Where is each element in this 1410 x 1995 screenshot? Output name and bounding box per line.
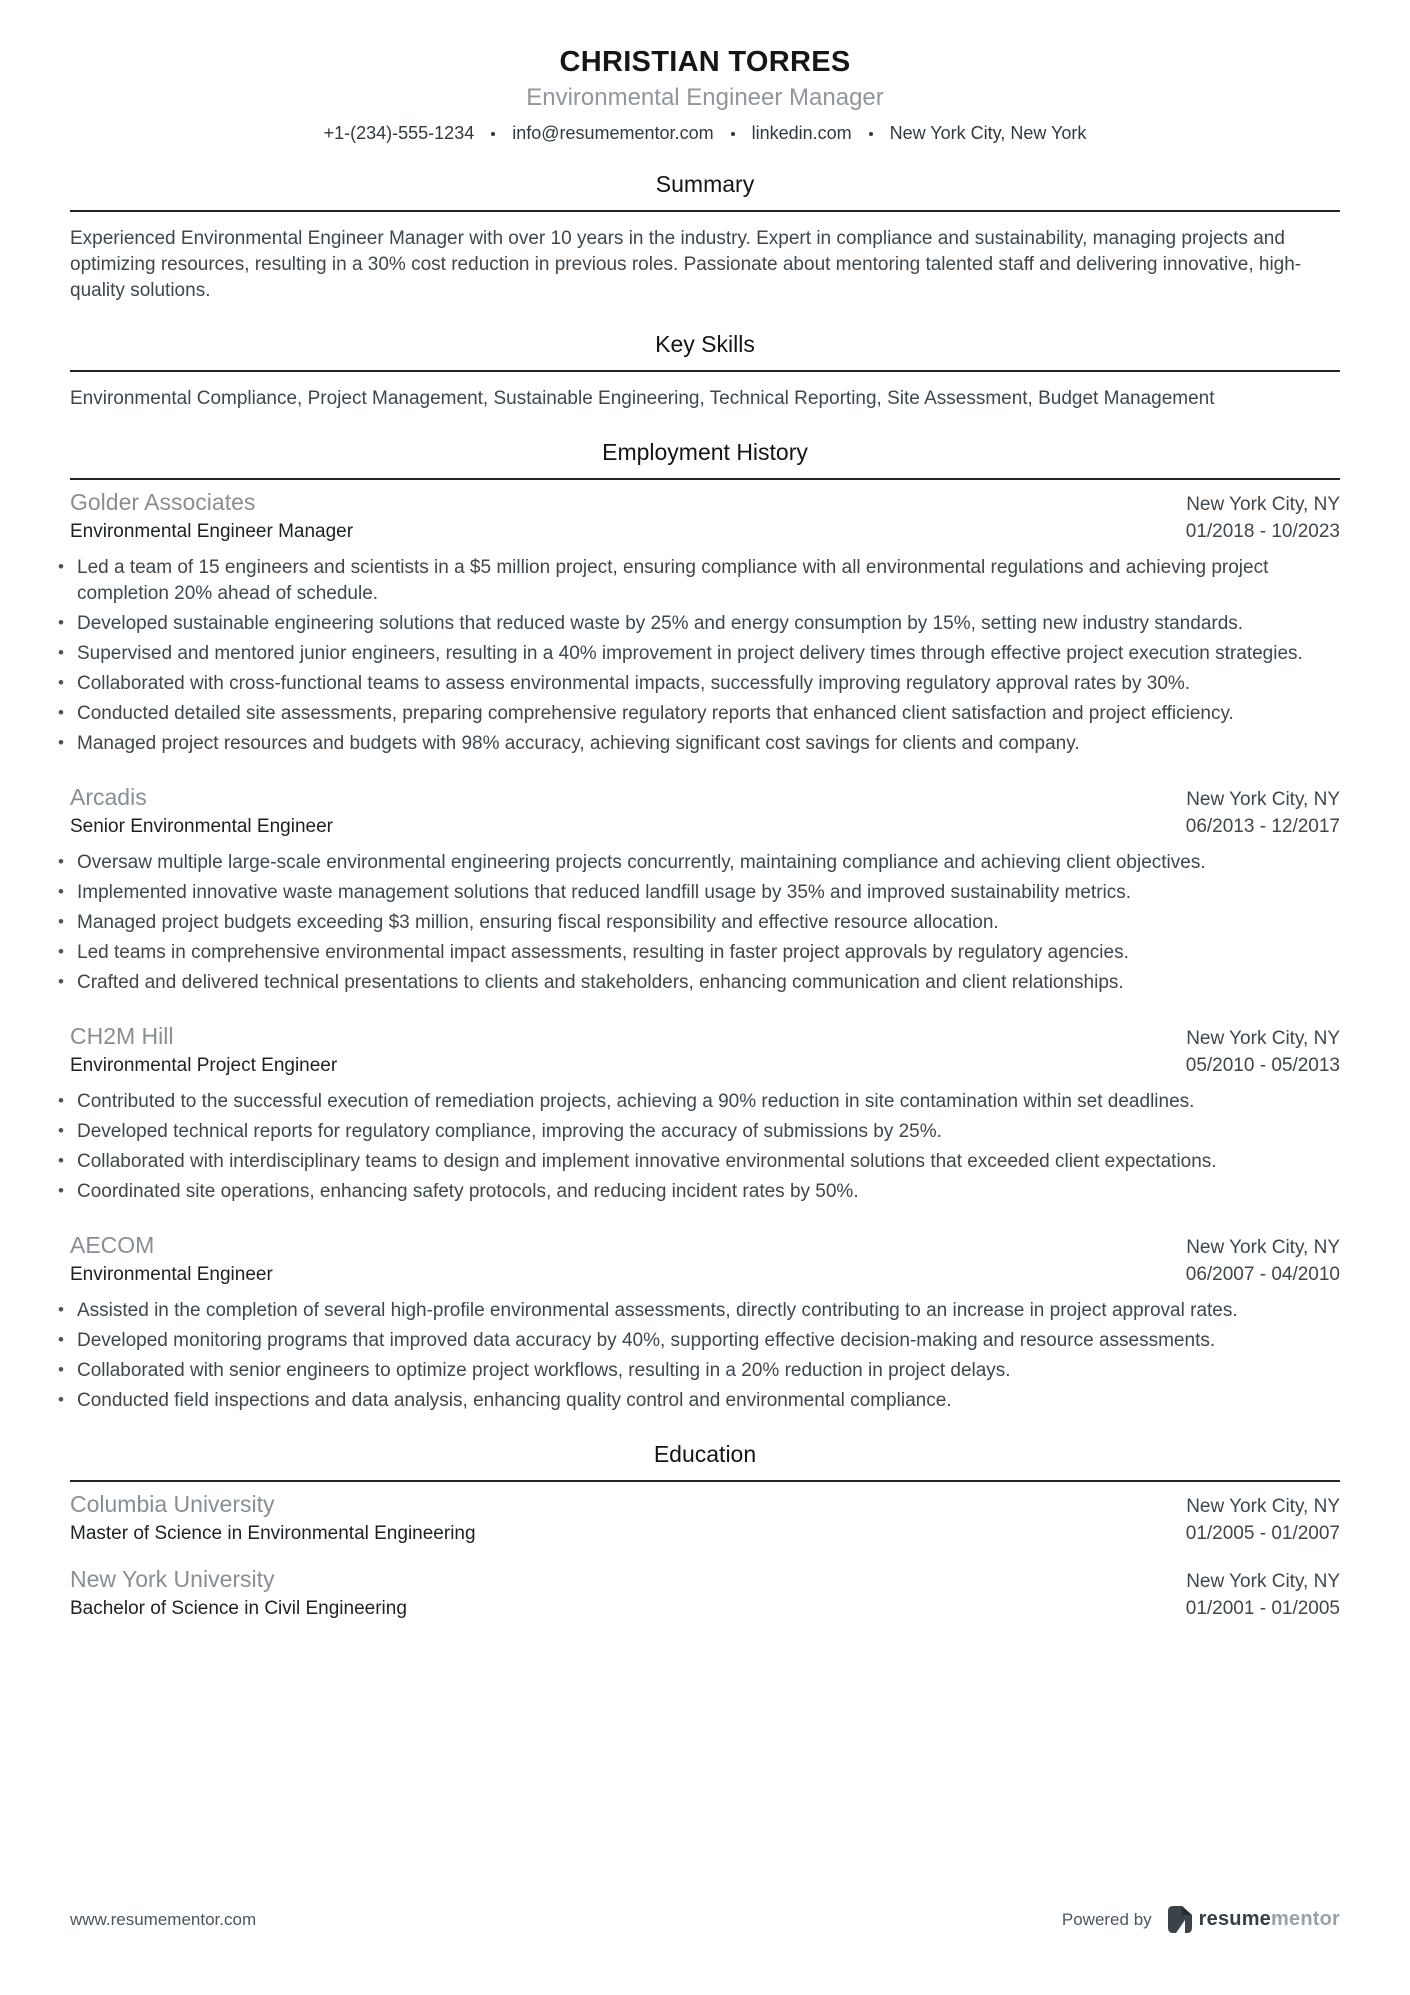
contact-linkedin[interactable]: linkedin.com (751, 123, 852, 144)
employment-heading: Employment History (602, 439, 808, 466)
dot-separator-icon (491, 132, 495, 136)
job-location: New York City, NY (1186, 494, 1340, 516)
job-entry (70, 489, 1340, 757)
bullet-item: • Developed sustainable engineering solutions that reduced waste by 25% and energy consumption by 15%, setting new industry standards. (58, 611, 1340, 637)
company-name: CH2M Hill (70, 1023, 174, 1050)
section-divider (70, 478, 1340, 480)
job-entry (70, 784, 1340, 996)
bullet-item: • Led teams in comprehensive environmental impact assessments, resulting in faster project approvals by regulatory agencies. (58, 940, 1340, 966)
job-entry (70, 1023, 1340, 1205)
bullet-item: • Conducted detailed site assessments, preparing comprehensive regulatory reports that enhanced client satisfaction and project efficiency. (58, 701, 1340, 727)
section-divider (70, 210, 1340, 212)
page-footer (70, 1906, 1340, 1933)
summary-section (70, 171, 1340, 304)
section-divider (70, 370, 1340, 372)
bullet-item: • Supervised and mentored junior engineers, resulting in a 40% improvement in project delivery times through effective project execution strategies. (58, 641, 1340, 667)
bullet-item: • Collaborated with cross-functional teams to assess environmental impacts, successfully improving regulatory approval rates by 30%. (58, 671, 1340, 697)
bullet-item: • Implemented innovative waste management solutions that reduced landfill usage by 35% and improved sustainability metrics. (58, 880, 1340, 906)
bullet-item: • Managed project budgets exceeding $3 million, ensuring fiscal responsibility and effective resource allocation. (58, 910, 1340, 936)
dot-separator-icon (731, 132, 735, 136)
resumementor-logo[interactable] (1168, 1906, 1340, 1933)
bullet-item: • Led a team of 15 engineers and scientists in a $5 million project, ensuring compliance with all environmental regulations and achieving project completion 20% ahead of schedule. (58, 555, 1340, 607)
powered-by (1062, 1906, 1340, 1933)
job-title: Environmental Engineer Manager (70, 521, 354, 543)
summary-heading: Summary (655, 171, 755, 198)
key-skills-heading: Key Skills (655, 331, 755, 358)
school-dates: 01/2005 - 01/2007 (1185, 1523, 1340, 1545)
job-dates: 06/2013 - 12/2017 (1185, 816, 1340, 838)
key-skills-section (70, 331, 1340, 412)
company-name: AECOM (70, 1232, 155, 1259)
job-bullets (70, 1089, 1340, 1205)
logo-text-mentor: mentor (1271, 1908, 1340, 1930)
job-bullets (70, 555, 1340, 757)
school-location: New York City, NY (1186, 1571, 1340, 1593)
person-job-title: Environmental Engineer Manager (526, 84, 884, 112)
school-name: New York University (70, 1566, 275, 1593)
education-section (70, 1441, 1340, 1620)
contact-phone: +1-(234)-555-1234 (323, 123, 475, 144)
company-name: Arcadis (70, 784, 147, 811)
bullet-item: • Conducted field inspections and data analysis, enhancing quality control and environmental compliance. (58, 1388, 1340, 1414)
summary-text: Experienced Environmental Engineer Manager with over 10 years in the industry. Expert in compliance and sustainability, managing projects and optimizing resources, resulting in a 30% cost reduction in previous roles. Passionate about mentoring talented staff and delivering innovative, high-quality solutions. (70, 228, 1302, 302)
education-entry (70, 1491, 1340, 1545)
job-entry (70, 1232, 1340, 1414)
degree-name: Bachelor of Science in Civil Engineering (70, 1598, 407, 1620)
job-bullets (70, 850, 1340, 996)
bullet-item: • Developed technical reports for regulatory compliance, improving the accuracy of submissions by 25%. (58, 1119, 1340, 1145)
resume-header (70, 46, 1340, 144)
school-dates: 01/2001 - 01/2005 (1185, 1598, 1340, 1620)
contact-line (70, 123, 1340, 144)
key-skills-text: Environmental Compliance, Project Management, Sustainable Engineering, Technical Reporting, Site Assessment, Budget Management (70, 388, 1215, 410)
resumementor-logo-icon (1168, 1906, 1192, 1933)
job-location: New York City, NY (1186, 1237, 1340, 1259)
bullet-item: • Oversaw multiple large-scale environmental engineering projects concurrently, maintaining compliance and achieving client objectives. (58, 850, 1340, 876)
job-dates: 06/2007 - 04/2010 (1185, 1264, 1340, 1286)
bullet-item: • Collaborated with senior engineers to optimize project workflows, resulting in a 20% reduction in project delays. (58, 1358, 1340, 1384)
bullet-item: • Crafted and delivered technical presentations to clients and stakeholders, enhancing communication and client relationships. (58, 970, 1340, 996)
bullet-item: • Assisted in the completion of several high-profile environmental assessments, directly contributing to an increase in project approval rates. (58, 1298, 1340, 1324)
degree-name: Master of Science in Environmental Engineering (70, 1523, 476, 1545)
job-dates: 05/2010 - 05/2013 (1185, 1055, 1340, 1077)
education-heading: Education (653, 1441, 757, 1468)
bullet-item: • Developed monitoring programs that improved data accuracy by 40%, supporting effective decision-making and resource assessments. (58, 1328, 1340, 1354)
job-location: New York City, NY (1186, 789, 1340, 811)
person-name: CHRISTIAN TORRES (559, 46, 851, 78)
logo-text (1199, 1908, 1340, 1931)
job-title: Environmental Project Engineer (70, 1055, 338, 1077)
job-dates: 01/2018 - 10/2023 (1185, 521, 1340, 543)
education-entry (70, 1566, 1340, 1620)
powered-by-label: Powered by (1061, 1909, 1152, 1929)
job-title: Senior Environmental Engineer (70, 816, 333, 838)
bullet-item: • Coordinated site operations, enhancing safety protocols, and reducing incident rates by 50%. (58, 1179, 1340, 1205)
job-location: New York City, NY (1186, 1028, 1340, 1050)
dot-separator-icon (869, 132, 873, 136)
school-location: New York City, NY (1186, 1496, 1340, 1518)
employment-section (70, 439, 1340, 1414)
bullet-item: • Contributed to the successful execution of remediation projects, achieving a 90% reduction in site contamination within set deadlines. (58, 1089, 1340, 1115)
bullet-item: • Managed project resources and budgets with 98% accuracy, achieving significant cost savings for clients and company. (58, 731, 1340, 757)
footer-website-link[interactable]: www.resumementor.com (70, 1909, 257, 1929)
company-name: Golder Associates (70, 489, 256, 516)
bullet-item: • Collaborated with interdisciplinary teams to design and implement innovative environmental solutions that exceeded client expectations. (58, 1149, 1340, 1175)
job-bullets (70, 1298, 1340, 1414)
contact-location: New York City, New York (889, 123, 1087, 144)
section-divider (70, 1480, 1340, 1482)
contact-email[interactable]: info@resumementor.com (512, 123, 714, 144)
job-title: Environmental Engineer (70, 1264, 273, 1286)
school-name: Columbia University (70, 1491, 275, 1518)
logo-text-resume: resume (1198, 1908, 1272, 1930)
